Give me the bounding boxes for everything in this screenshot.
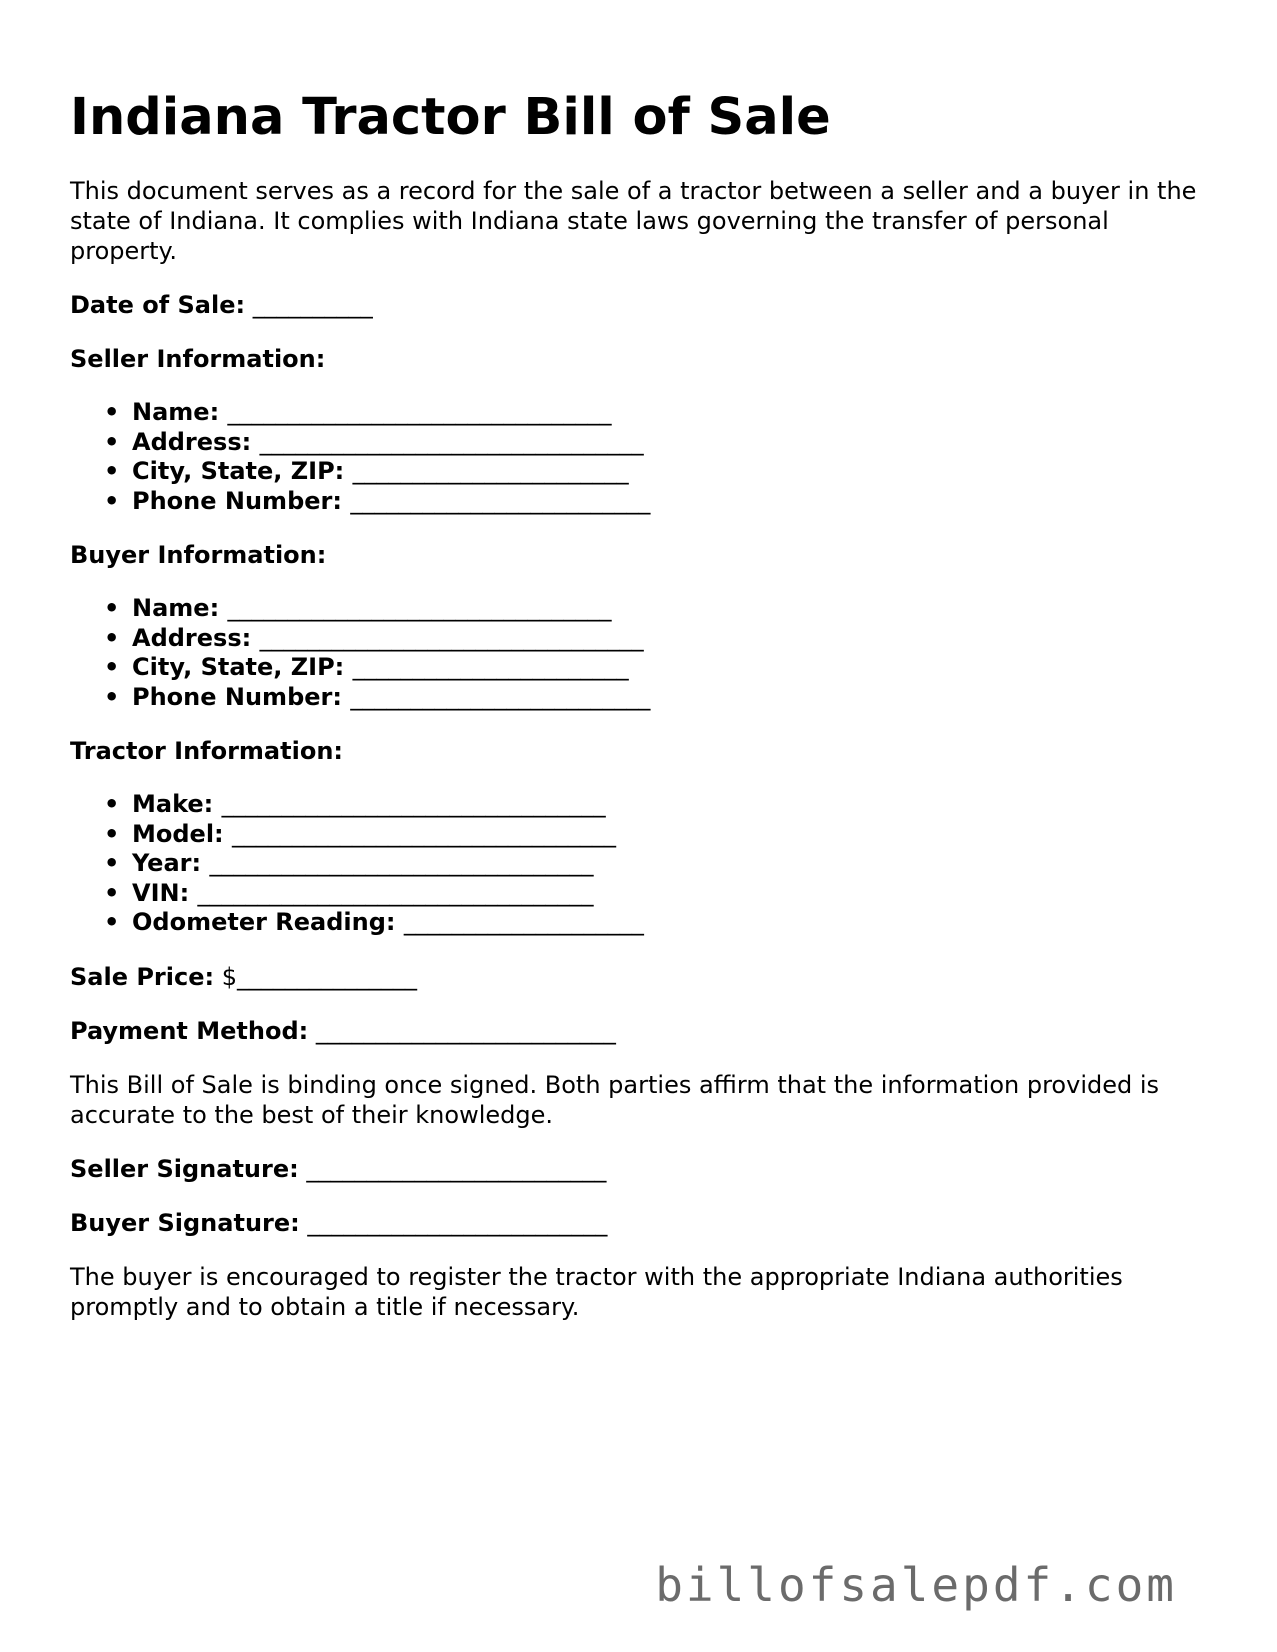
list-item — [104, 398, 1210, 428]
list-item — [104, 790, 1210, 820]
list-item — [104, 623, 1210, 654]
field-label: Name: — [132, 398, 220, 426]
document-title: Indiana Tractor Bill of Sale — [70, 88, 831, 147]
field-blank[interactable]: ________________________________ — [259, 623, 644, 652]
field-blank[interactable]: _________________________ — [350, 682, 651, 711]
field-blank[interactable]: _________________________________ — [197, 878, 594, 907]
bullet-icon: • — [104, 486, 120, 515]
closing-note: The buyer is encouraged to register the tractor with the appropriate Indiana authorities promptly and to obtain a title if necessary. — [70, 1262, 1123, 1321]
buyer-fields-list — [70, 594, 1210, 712]
field-blank[interactable]: _________________________ — [350, 486, 651, 515]
seller-signature-blank[interactable]: _________________________ — [306, 1154, 607, 1183]
binding-statement: This Bill of Sale is binding once signed. Both parties affirm that the information provided is accurate to the best of their knowledge. — [70, 1070, 1160, 1129]
list-item — [104, 594, 1210, 624]
list-item — [104, 457, 1210, 487]
field-label: Phone Number: — [132, 486, 342, 515]
intro-paragraph: This document serves as a record for the sale of a tractor between a seller and a buyer in the state of Indiana. It complies with Indiana state laws governing the transfer of personal property. — [70, 177, 1197, 265]
bullet-icon: • — [104, 594, 120, 622]
payment-method-field — [70, 1016, 1210, 1046]
field-label: Year: — [132, 849, 202, 877]
list-item — [104, 878, 1210, 909]
list-item — [104, 682, 1210, 713]
buyer-signature-field — [70, 1208, 1210, 1238]
watermark: billofsalepdf.com — [655, 1558, 1177, 1612]
document-page — [70, 88, 1210, 1346]
list-item — [104, 653, 1210, 683]
field-blank[interactable]: _______________________ — [352, 653, 629, 681]
bullet-icon: • — [104, 398, 120, 426]
seller-signature-label: Seller Signature: — [70, 1154, 299, 1183]
seller-fields-list — [70, 398, 1210, 516]
tractor-fields-list — [70, 790, 1210, 938]
date-of-sale-field — [70, 290, 1210, 320]
buyer-signature-blank[interactable]: _________________________ — [307, 1208, 608, 1237]
bullet-icon: • — [104, 623, 120, 652]
sale-price-blank[interactable]: $_______________ — [221, 962, 418, 991]
field-blank[interactable]: ________________________________ — [232, 819, 617, 848]
buyer-signature-label: Buyer Signature: — [70, 1208, 300, 1237]
bullet-icon: • — [104, 790, 120, 818]
payment-method-label: Payment Method: — [70, 1016, 309, 1045]
list-item — [104, 486, 1210, 517]
list-item — [104, 849, 1210, 879]
sale-price-label: Sale Price: — [70, 962, 215, 991]
list-item — [104, 819, 1210, 850]
field-label: City, State, ZIP: — [132, 457, 345, 485]
payment-method-blank[interactable]: _________________________ — [315, 1016, 616, 1045]
field-label: Address: — [132, 427, 252, 456]
field-blank[interactable]: ____________________ — [403, 908, 644, 936]
field-label: Model: — [132, 819, 224, 848]
field-blank[interactable]: ________________________________ — [209, 849, 594, 877]
field-label: Name: — [132, 594, 220, 622]
date-of-sale-label: Date of Sale: — [70, 291, 246, 319]
list-item — [104, 908, 1210, 938]
field-blank[interactable]: ________________________________ — [227, 398, 612, 426]
bullet-icon: • — [104, 682, 120, 711]
field-label: VIN: — [132, 878, 190, 907]
bullet-icon: • — [104, 653, 120, 681]
sale-price-field — [70, 962, 1210, 992]
bullet-icon: • — [104, 878, 120, 907]
field-blank[interactable]: ________________________________ — [259, 427, 644, 456]
tractor-section-heading: Tractor Information: — [70, 737, 343, 765]
field-label: City, State, ZIP: — [132, 653, 345, 681]
field-label: Odometer Reading: — [132, 908, 396, 936]
seller-signature-field — [70, 1154, 1210, 1184]
list-item — [104, 427, 1210, 458]
field-label: Phone Number: — [132, 682, 342, 711]
field-blank[interactable]: ________________________________ — [227, 594, 612, 622]
field-label: Address: — [132, 623, 252, 652]
bullet-icon: • — [104, 908, 120, 936]
buyer-section-heading: Buyer Information: — [70, 541, 327, 569]
bullet-icon: • — [104, 457, 120, 485]
field-blank[interactable]: ________________________________ — [221, 790, 606, 818]
field-label: Make: — [132, 790, 214, 818]
date-of-sale-blank[interactable]: __________ — [252, 291, 373, 319]
seller-section-heading: Seller Information: — [70, 345, 326, 373]
bullet-icon: • — [104, 849, 120, 877]
bullet-icon: • — [104, 819, 120, 848]
bullet-icon: • — [104, 427, 120, 456]
field-blank[interactable]: _______________________ — [352, 457, 629, 485]
